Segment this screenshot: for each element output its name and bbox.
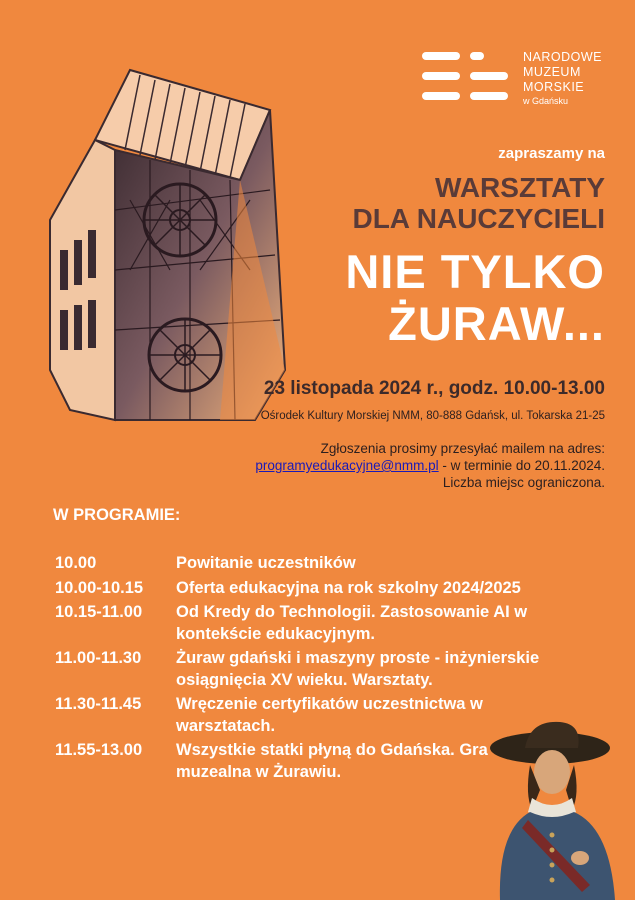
agenda-item: [55, 553, 615, 575]
registration-email-line: [255, 457, 605, 474]
program-heading: W PROGRAMIE:: [53, 506, 181, 524]
invite-text: zapraszamy na: [498, 145, 605, 162]
workshop-title-line-2: DLA NAUCZYCIELI: [352, 203, 605, 234]
event-date: 23 listopada 2024 r., godz. 10.00-13.00: [263, 378, 605, 399]
main-title-line-2: ŻURAW...: [388, 297, 605, 350]
email-link[interactable]: programyedukacyjne@nmm.pl: [255, 458, 439, 473]
agenda-item: [55, 602, 615, 645]
agenda-time: 10.00: [55, 554, 97, 572]
agenda-item: [55, 648, 615, 691]
agenda-desc: Wręczenie certyfikatów uczestnictwa w warsztatach.: [176, 695, 483, 735]
registration-limit: Liczba miejsc ograniczona.: [442, 475, 605, 490]
agenda-desc: Od Kredy do Technologii. Zastosowanie AI w kontekście edukacyjnym.: [176, 603, 528, 643]
agenda-item: [55, 578, 615, 600]
logo-mark-icon: [422, 50, 512, 105]
logo-line-4: w Gdańsku: [523, 96, 569, 106]
main-title-line-1: NIE TYLKO: [345, 245, 605, 298]
registration-info: [255, 440, 605, 491]
registration-line: Zgłoszenia prosimy przesyłać mailem na adres:: [320, 441, 605, 456]
agenda-desc: Wszystkie statki płyną do Gdańska. Gra muzealna w Żurawiu.: [176, 741, 488, 781]
agenda-time: 10.15-11.00: [55, 603, 143, 621]
registration-deadline: - w terminie do 20.11.2024.: [438, 458, 605, 473]
historical-figure-illustration: [470, 720, 635, 900]
agenda-time: 10.00-10.15: [55, 578, 144, 597]
agenda-time: 11.55-13.00: [55, 741, 143, 759]
event-address: Ośrodek Kultury Morskiej NMM, 80-888 Gdańsk, ul. Tokarska 21-25: [260, 410, 605, 422]
workshop-title: [352, 172, 605, 234]
agenda-desc: Powitanie uczestników: [176, 554, 356, 572]
agenda-desc: Oferta edukacyjna na rok szkolny 2024/2025: [176, 578, 521, 597]
workshop-title-line-1: WARSZTATY: [434, 172, 605, 203]
agenda-desc: Żuraw gdański i maszyny proste - inżynierskie osiągnięcia XV wieku. Warsztaty.: [176, 649, 540, 689]
logo-text: [523, 50, 602, 108]
logo-line-2: MUZEUM: [523, 65, 581, 79]
agenda-time: 11.00-11.30: [55, 649, 142, 667]
logo-line-3: MORSKIE: [523, 80, 585, 94]
agenda-time: 11.30-11.45: [55, 695, 142, 713]
logo-line-1: NARODOWE: [523, 50, 602, 64]
museum-logo: [422, 50, 622, 130]
main-title: [345, 246, 605, 350]
